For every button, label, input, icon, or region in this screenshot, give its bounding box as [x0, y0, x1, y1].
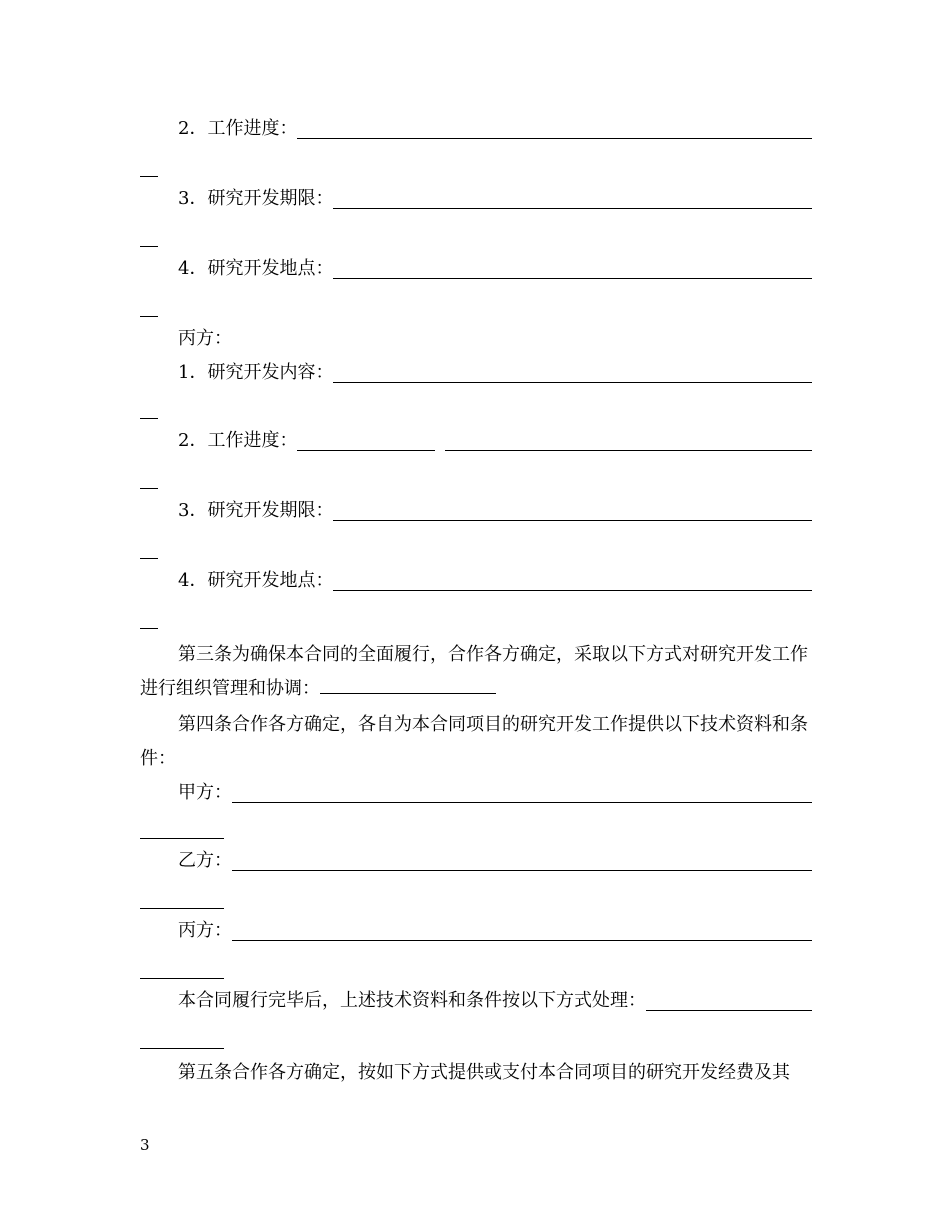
fill-line[interactable] [297, 450, 435, 451]
party-bing-field [178, 914, 812, 944]
fill-line-continuation [140, 246, 158, 247]
article-3-text: 第三条为确保本合同的全面履行，合作各方确定，采取以下方式对研究开发工作进行组织管理和协调： [140, 644, 808, 699]
fill-line-continuation [140, 628, 158, 629]
bing-progress-field [178, 424, 812, 454]
fill-line[interactable] [646, 1010, 812, 1011]
field-label: 4．研究开发地点： [178, 570, 334, 591]
article-4 [140, 708, 812, 776]
page-number: 3 [140, 1136, 150, 1154]
party-jia-field [178, 776, 812, 806]
fill-line[interactable] [333, 520, 812, 521]
article-5-text: 第五条合作各方确定，按如下方式提供或支付本合同项目的研究开发经费及其 [178, 1062, 790, 1083]
field-label: 本合同履行完毕后，上述技术资料和条件按以下方式处理： [178, 990, 646, 1011]
fill-line[interactable] [232, 802, 812, 803]
fill-line-continuation [140, 176, 158, 177]
field-label: 3．研究开发期限： [178, 500, 334, 521]
field-label: 乙方： [178, 850, 232, 871]
fill-line-continuation [140, 558, 158, 559]
fill-line[interactable] [333, 382, 812, 383]
fill-line-continuation [140, 908, 224, 909]
yi-progress-field [178, 112, 812, 142]
article-3 [140, 638, 812, 706]
fill-line[interactable] [232, 940, 812, 941]
field-label: 3．研究开发期限： [178, 188, 334, 209]
bing-period-field [178, 494, 812, 524]
after-completion-field [178, 984, 812, 1014]
fill-line[interactable] [333, 278, 812, 279]
bing-location-field [178, 564, 812, 594]
field-label: 丙方： [178, 920, 232, 941]
yi-period-field [178, 182, 812, 212]
fill-line[interactable] [333, 590, 812, 591]
party-yi-field [178, 844, 812, 874]
fill-line[interactable] [445, 450, 812, 451]
bing-heading [178, 322, 812, 352]
field-label: 甲方： [178, 782, 232, 803]
article-4-text: 第四条合作各方确定，各自为本合同项目的研究开发工作提供以下技术资料和条件： [140, 714, 808, 769]
yi-location-field [178, 252, 812, 282]
field-label: 1．研究开发内容： [178, 362, 334, 383]
section-heading: 丙方： [178, 328, 232, 349]
article-5 [140, 1056, 812, 1090]
fill-line-continuation [140, 838, 224, 839]
fill-line-continuation [140, 316, 158, 317]
fill-line-continuation [140, 978, 224, 979]
fill-line-continuation [140, 1048, 224, 1049]
field-label: 2．工作进度： [178, 430, 298, 451]
fill-line[interactable] [320, 677, 496, 694]
fill-line-continuation [140, 488, 158, 489]
bing-content-field [178, 356, 812, 386]
field-label: 2．工作进度： [178, 118, 298, 139]
fill-line[interactable] [232, 870, 812, 871]
field-label: 4．研究开发地点： [178, 258, 334, 279]
fill-line-continuation [140, 418, 158, 419]
fill-line[interactable] [297, 138, 812, 139]
fill-line[interactable] [333, 208, 812, 209]
